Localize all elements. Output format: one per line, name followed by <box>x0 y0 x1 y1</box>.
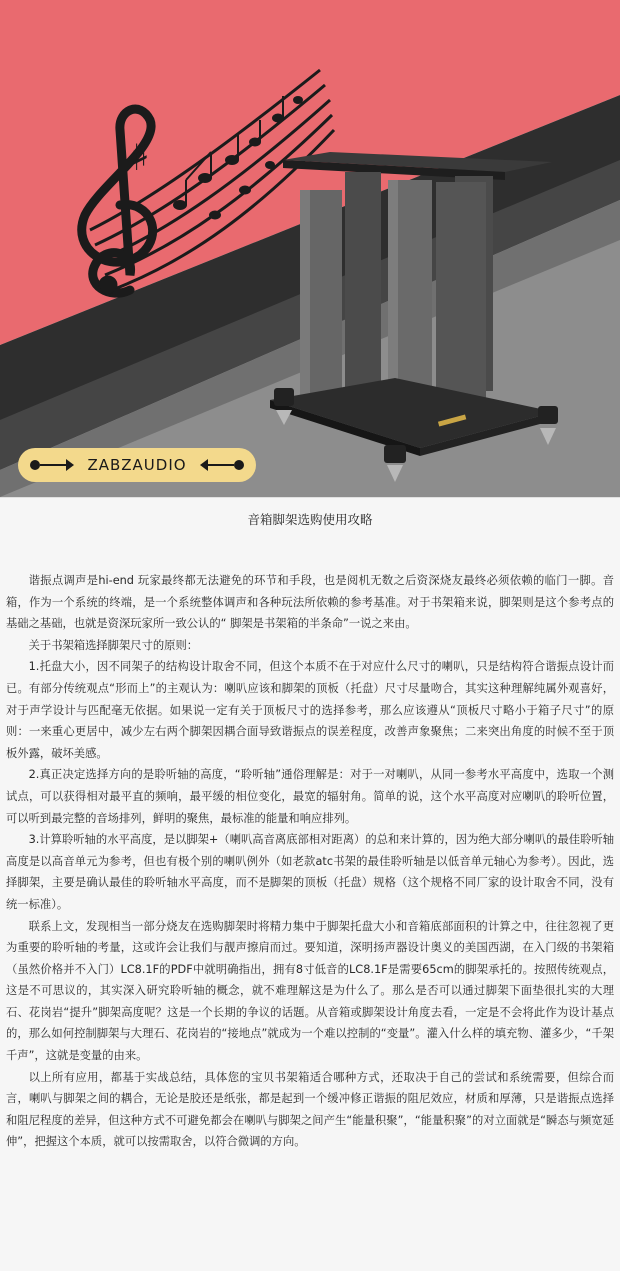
article <box>0 497 620 1271</box>
brand-logo-text: ZABZAUDIO <box>87 456 187 474</box>
paragraph: 以上所有应用，都基于实战总结，具体您的宝贝书架箱适合哪种方式，还取决于自己的尝试和系统需要，但综合而言，喇叭与脚架之间的耦合，无论是胶还是纸张，都是起到一个缓冲修正谐振的阻尼效应，材质和厚薄，只是谐振点选择和阻尼程度的差异，但这种方式不可避免都会在喇叭与脚架之间产生“能量积聚”，“能量积聚”的对立面就是“瞬态与频宽延伸”，把握这个本质，就可以按需取舍，以符合微调的方向。 <box>6 1070 614 1149</box>
paragraph: 2.真正决定选择方向的是聆听轴的高度，“聆听轴”通俗理解是：对于一对喇叭，从同一参考水平高度中，选取一个测试点，可以获得相对最平直的频响，最平缓的相位变化，最宽的辐射角。简单的说，这个水平高度对应喇叭的聆听位置，可以听到最完整的音场排列，鲜明的聚焦，最标准的能量和响应排列。 <box>6 768 614 825</box>
paragraph: 谐振点调声是hi-end 玩家最终都无法避免的环节和手段，也是阅机无数之后资深烧友最终必须依赖的临门一脚。音箱，作为一个系统的终端，是一个系统整体调声和各种玩法所依赖的参考基准。对于书架箱来说，脚架则是这个参考点的基础之基础，也就是资深玩家所一致公认的“ 脚架是书架箱的半条命”一说之来由。 <box>6 574 614 631</box>
svg-text:♯: ♯ <box>130 131 151 180</box>
paragraph: 联系上文，发现相当一部分烧友在选购脚架时将精力集中于脚架托盘大小和音箱底部面积的计算之中，往往忽视了更为重要的聆听轴的考量，这或许会让我们与靓声擦肩而过。要知道，深明扬声器设计奥义的美国西湖，在入门级的书架箱（虽然价格并不入门）LC8.1F的PDF中就明确指出，拥有8寸低音的LC8.1F是需要65cm的脚架承托的。按照传统观点，这是不可思议的，其实深入研究聆听轴的概念，就不难理解这是为什么了。那么是否可以通过脚架下面垫很扎实的大理石、花岗岩“提升”脚架高度呢？这是一个长期的争议的话题。从音箱或脚架设计角度去看，一定是不会将此作为设计基点的，那么如何控制脚架与大理石、花岗岩的“接地点”就成为一个难以控制的“变量”。灌入什么样的填充物、灌多少，“千架千声”，这就是变量的由来。 <box>6 919 614 1063</box>
article-body <box>6 570 614 1153</box>
paragraph: 关于书架箱选择脚架尺寸的原则： <box>28 638 199 652</box>
paragraph: 3.计算聆听轴的水平高度，是以脚架+（喇叭高音离底部相对距离）的总和来计算的，因为绝大部分喇叭的最佳聆听轴高度是以高音单元为参考，但也有极个别的喇叭例外（如老款atc书架的最佳聆听轴是以低音单元轴心为参考）。因此，选择脚架，主要是确认最佳的聆听轴水平高度，而不是脚架的顶板（托盘）规格（这个规格不同厂家的设计取舍不同，没有统一标准）。 <box>6 833 614 911</box>
banner-artwork <box>0 0 620 497</box>
brand-badge <box>18 448 256 482</box>
paragraph: 1.托盘大小，因不同架子的结构设计取舍不同，但这个本质不在于对应什么尺寸的喇叭，只是结构符合谐振点设计而已。有部分传统观点“形而上”的主观认为：喇叭应该和脚架的顶板（托盘）尺寸尽量吻合，其实这种理解纯属外观喜好，对于声学设计与匹配毫无依据。如果说一定有关于顶板尺寸的选择参考，那么应该遵从“顶板尺寸略小于箱子尺寸”的原则：一来重心更居中，减少左右两个脚架因耦合面导致谐振点的误差程度，改善声象聚焦；二来突出角度的时候不至于顶板外露，破坏美感。 <box>6 660 614 760</box>
article-title: 音箱脚架选购使用攻略 <box>247 512 373 527</box>
product-banner <box>0 0 620 497</box>
